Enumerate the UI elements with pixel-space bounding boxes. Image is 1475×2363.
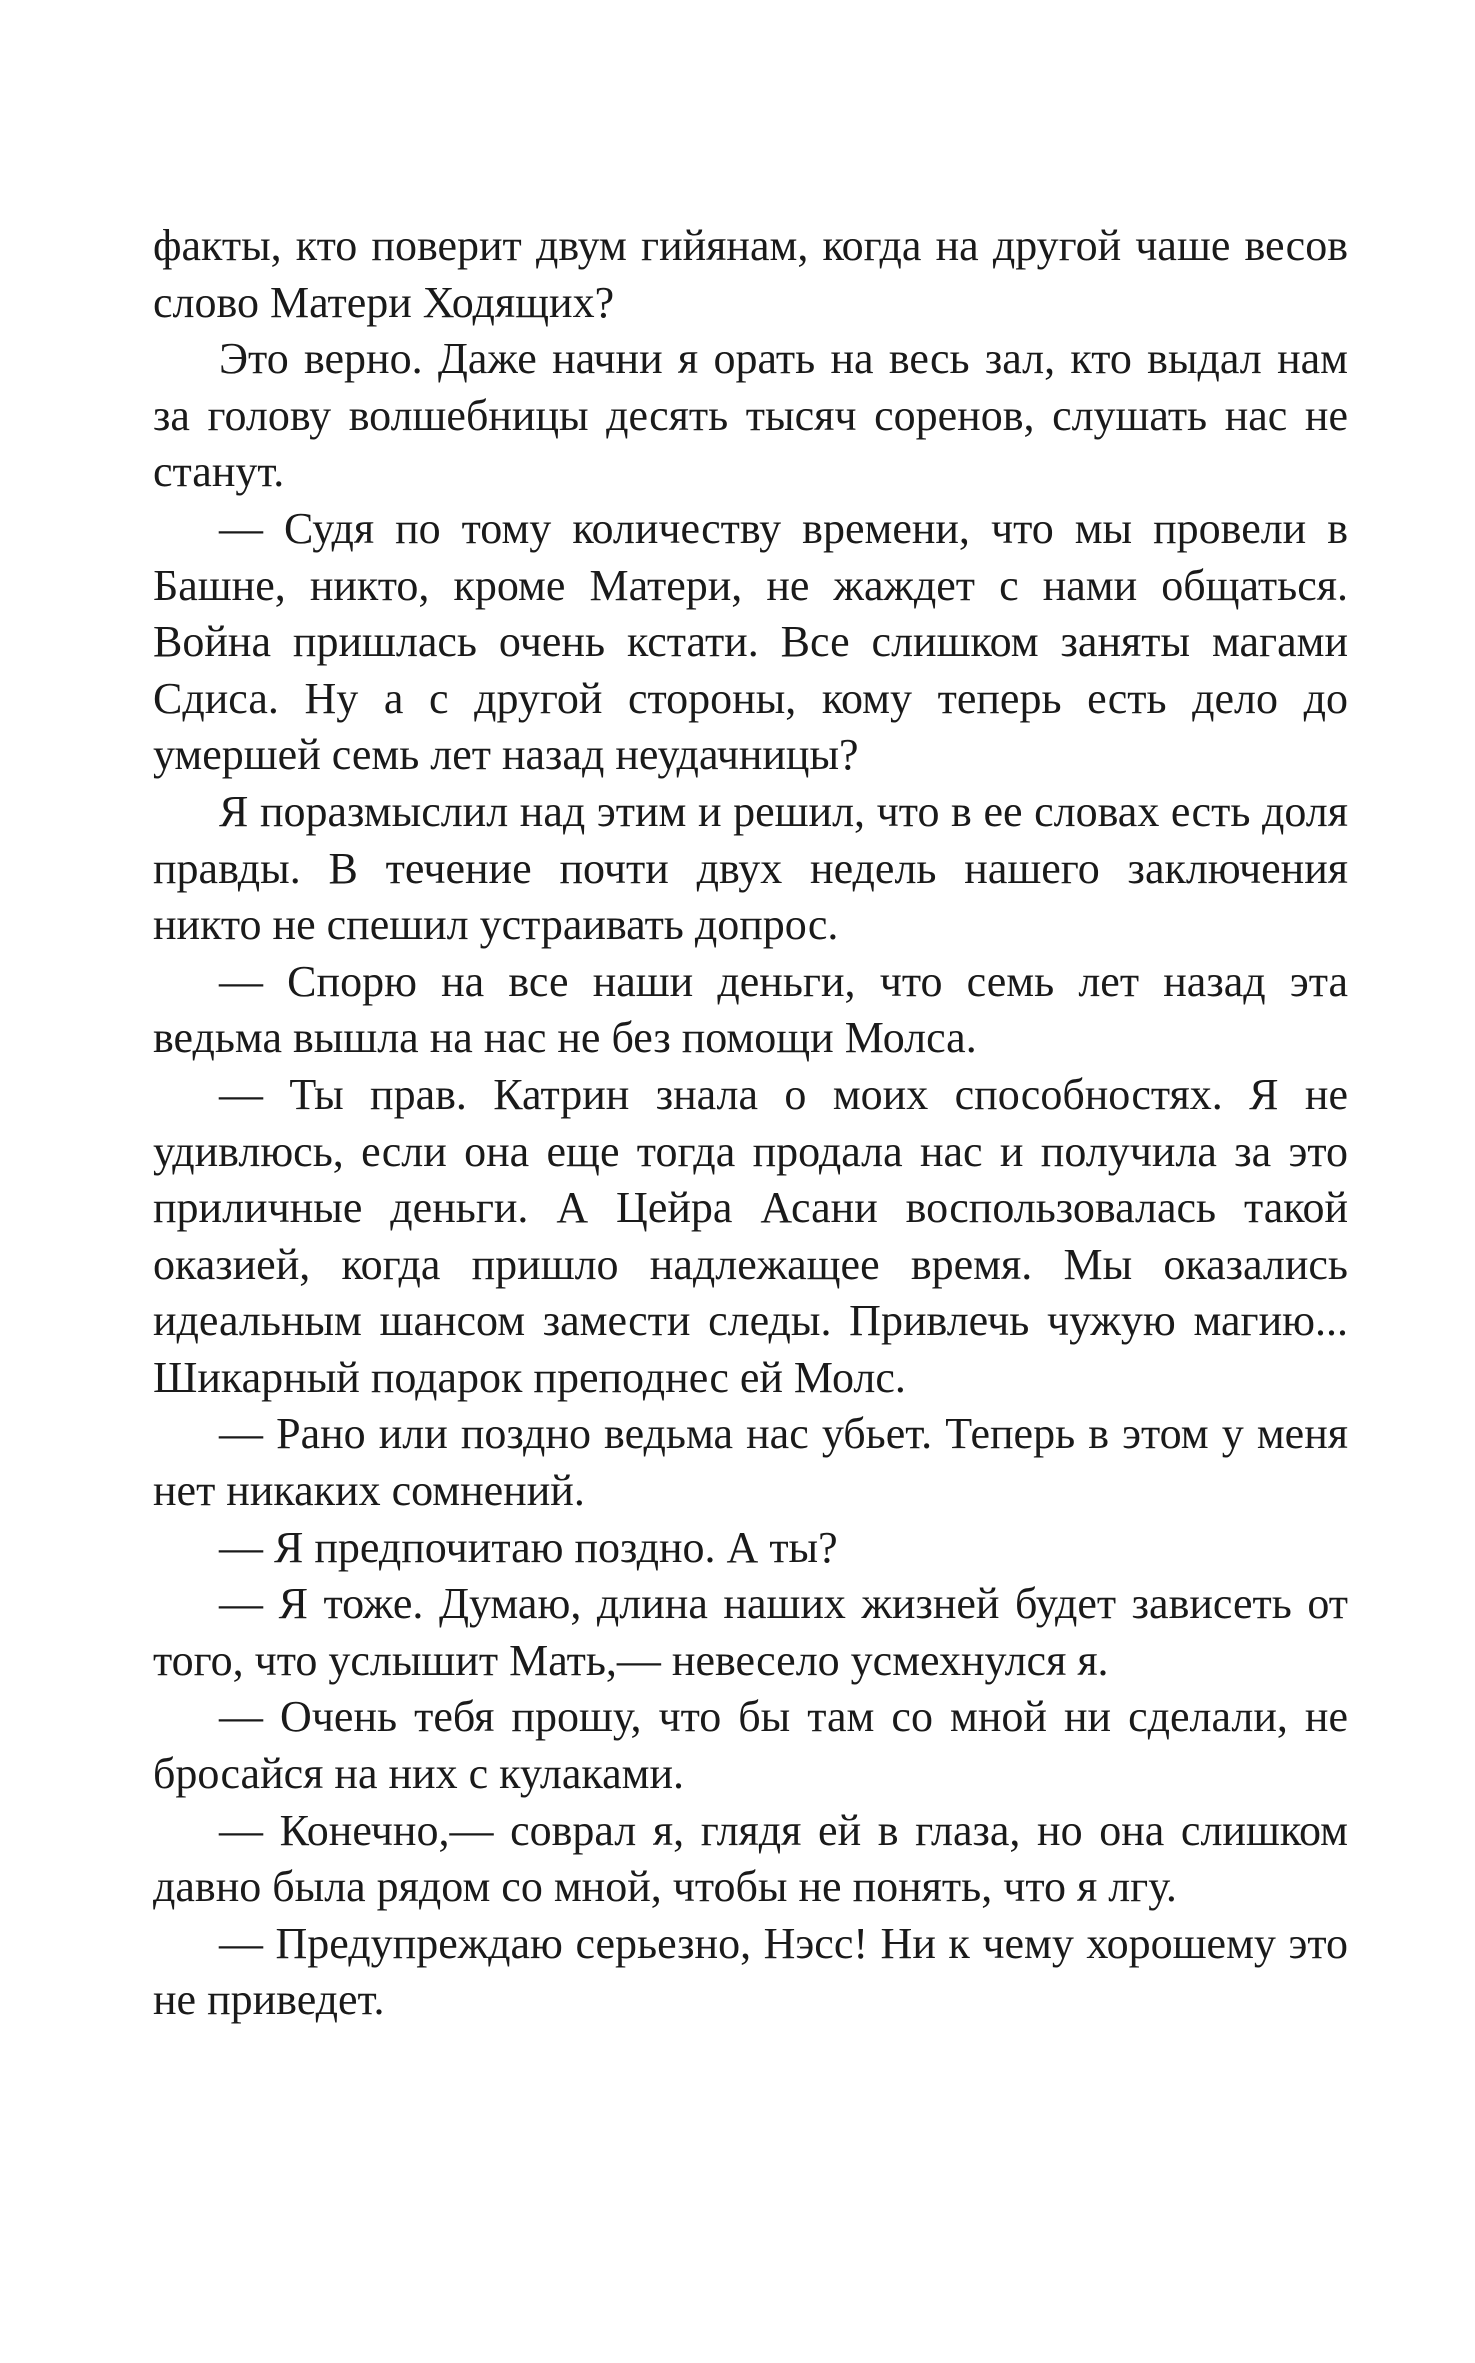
paragraph-9: — Я тоже. Думаю, длина наших жизней будет зависеть от того, что услышит Мать,— невесело усмехнулся я. (153, 1579, 1348, 1685)
paragraph-6: — Ты прав. Катрин знала о моих способностях. Я не удивлюсь, если она еще тогда продала нас и получила за это приличные деньги. А Цейра Асани воспользовалась такой оказией, когда пришло надлежащее время. Мы оказались идеальным шансом замести следы. Привлечь чужую магию... Шикарный подарок преподнес ей Молс. (153, 1069, 1348, 1402)
paragraph-4: Я поразмыслил над этим и решил, что в ее словах есть доля правды. В течение почти двух недель нашего заключения никто не спешил устраивать допрос. (153, 786, 1348, 950)
paragraph-3: — Судя по тому количеству времени, что мы провели в Башне, никто, кроме Матери, не жаждет с нами общаться. Война пришлась очень кстати. Все слишком заняты магами Сдиса. Ну а с другой стороны, кому теперь есть дело до умершей семь лет назад неудачницы? (153, 503, 1348, 780)
paragraph-11: — Конечно,— соврал я, глядя ей в глаза, но она слишком давно была рядом со мной, чтобы не понять, что я лгу. (153, 1805, 1348, 1912)
paragraph-8: — Я предпочитаю поздно. А ты? (219, 1522, 838, 1572)
paragraph-12: — Предупреждаю серьезно, Нэсс! Ни к чему хорошему это не приведет. (153, 1918, 1348, 2025)
paragraph-5: — Спорю на все наши деньги, что семь лет назад эта ведьма вышла на нас не без помощи Молса. (153, 956, 1348, 1063)
paragraph-7: — Рано или поздно ведьма нас убьет. Теперь в этом у меня нет никаких сомнений. (153, 1409, 1348, 1516)
book-page-text (153, 218, 1348, 2029)
paragraph-1: факты, кто поверит двум гийянам, когда на другой чаше весов слово Матери Ходящих? (153, 221, 1348, 327)
paragraph-2: Это верно. Даже начни я орать на весь зал, кто выдал нам за голову волшебницы десять тысяч соренов, слушать нас не станут. (153, 334, 1348, 497)
paragraph-10: — Очень тебя прошу, что бы там со мной ни сделали, не бросайся на них с кулаками. (153, 1692, 1348, 1799)
